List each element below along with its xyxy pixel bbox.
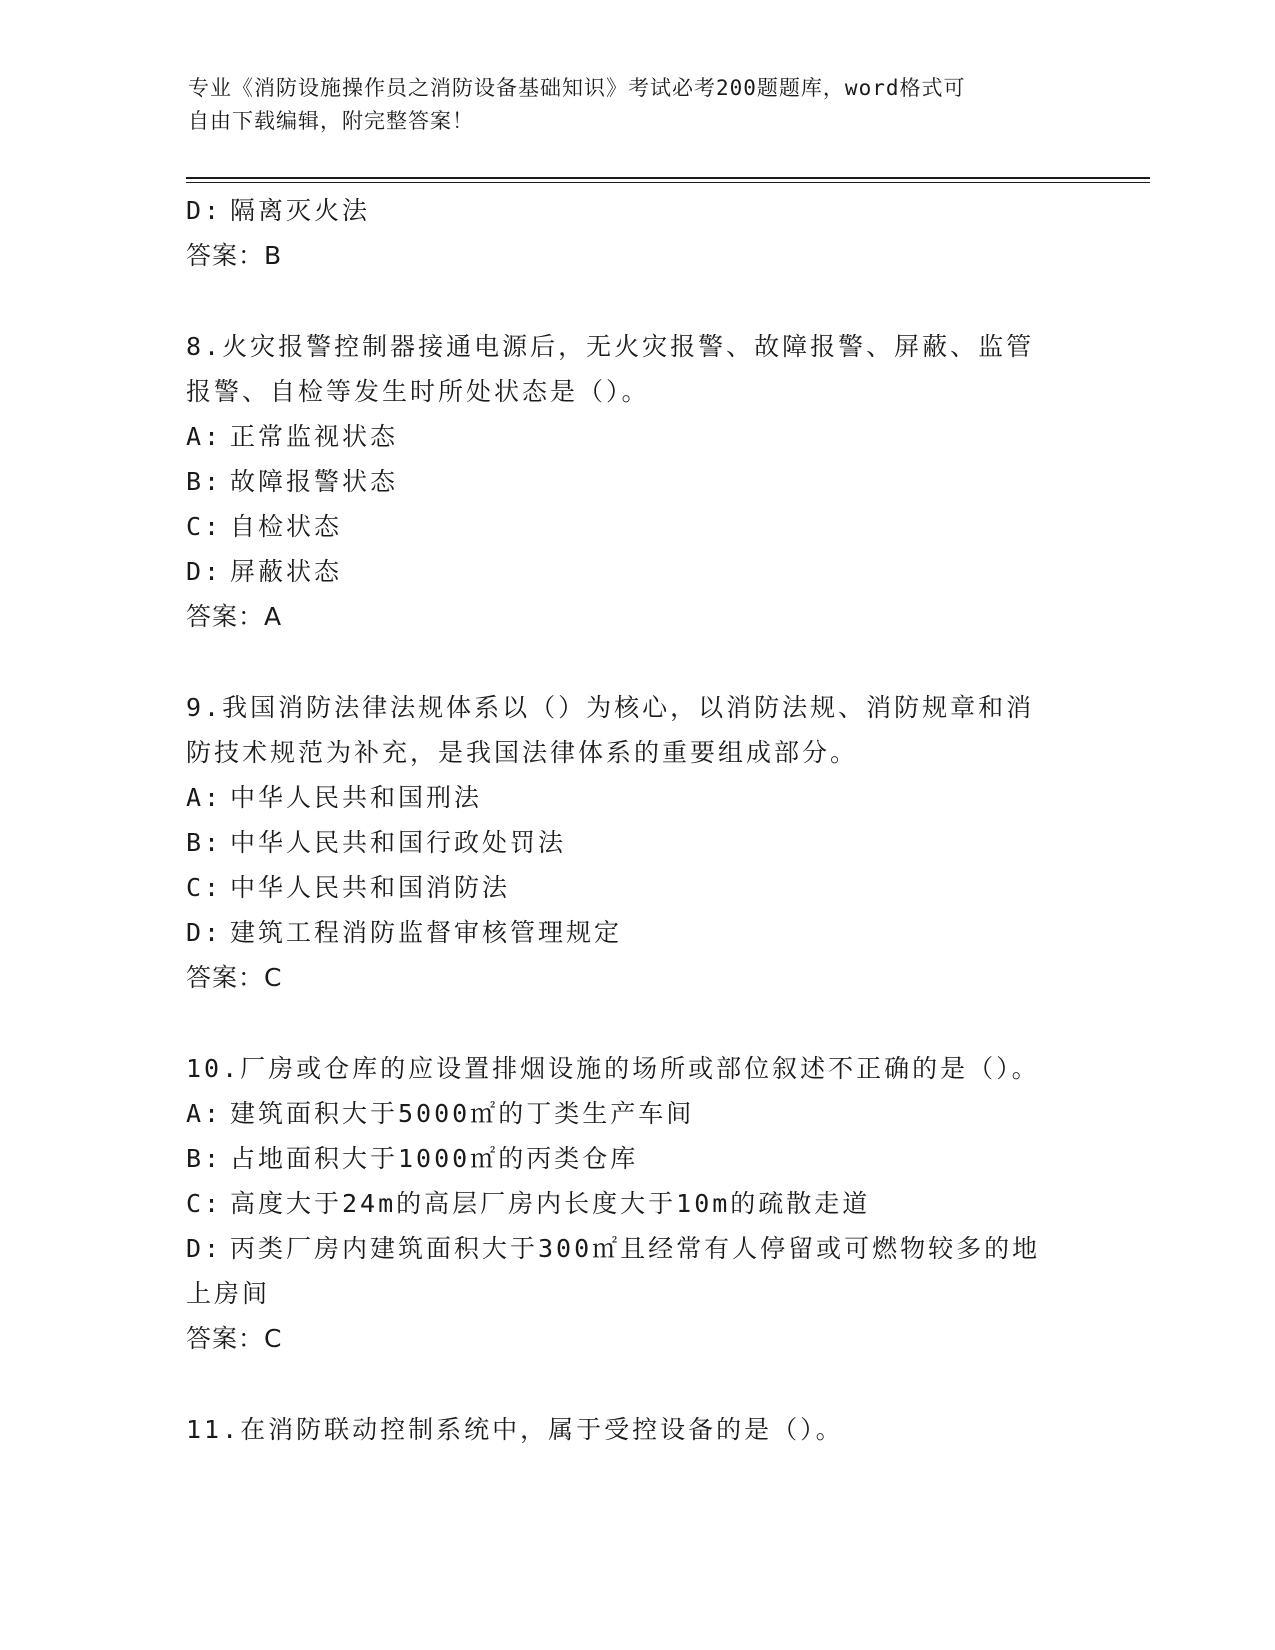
option-key: D: [186, 557, 223, 586]
option-b-q9 [186, 820, 1066, 865]
option-key: C: [186, 512, 223, 541]
option-text: 中华人民共和国刑法 [230, 783, 483, 812]
option-text: 丙类厂房内建筑面积大于300㎡且经常有人停留或可燃物较多的地 [230, 1234, 1041, 1263]
option-text: 正常监视状态 [230, 422, 399, 451]
question-9-line-2: 防技术规范为补充，是我国法律体系的重要组成部分。 [186, 738, 859, 767]
spacer [186, 1000, 1066, 1046]
option-key: B: [186, 467, 223, 496]
spacer [186, 1361, 1066, 1407]
option-b-q10 [186, 1136, 1066, 1181]
option-d-q10 [186, 1226, 1066, 1271]
header-line-2: 自由下载编辑，附完整答案！ [188, 109, 474, 133]
option-key: C: [186, 1189, 223, 1218]
option-text: 故障报警状态 [230, 467, 399, 496]
page-header [188, 72, 1068, 138]
option-d-q7 [186, 188, 1066, 233]
option-b-q8 [186, 459, 1066, 504]
answer-q10: 答案：C [186, 1324, 283, 1353]
option-text: 占地面积大于1000㎡的丙类仓库 [230, 1144, 639, 1173]
question-9-line-1: 9.我国消防法律法规体系以（）为核心，以消防法规、消防规章和消 [186, 693, 1035, 722]
option-a-q10 [186, 1091, 1066, 1136]
question-content [186, 188, 1066, 1452]
spacer [186, 639, 1066, 685]
option-text: 建筑工程消防监督审核管理规定 [230, 918, 623, 947]
question-11-line-1: 11.在消防联动控制系统中，属于受控设备的是（）。 [186, 1415, 844, 1444]
option-a-q8 [186, 414, 1066, 459]
answer-q9: 答案：C [186, 963, 283, 992]
header-divider-thick [186, 177, 1150, 179]
option-key: B: [186, 828, 223, 857]
question-10-line-1: 10.厂房或仓库的应设置排烟设施的场所或部位叙述不正确的是（）。 [186, 1054, 1040, 1083]
option-c-q9 [186, 865, 1066, 910]
option-key: D: [186, 196, 223, 225]
option-text: 中华人民共和国行政处罚法 [230, 828, 567, 857]
option-key: D: [186, 1234, 223, 1263]
option-d-q10-continued: 上房间 [186, 1279, 271, 1308]
header-divider-thin [186, 182, 1150, 183]
question-8-line-1: 8.火灾报警控制器接通电源后，无火灾报警、故障报警、屏蔽、监管 [186, 332, 1035, 361]
option-c-q8 [186, 504, 1066, 549]
option-text: 高度大于24m的高层厂房内长度大于10m的疏散走道 [230, 1189, 871, 1218]
option-key: A: [186, 783, 223, 812]
option-text: 隔离灭火法 [230, 196, 371, 225]
option-key: A: [186, 422, 223, 451]
answer-q8: 答案：A [186, 602, 283, 631]
option-text: 屏蔽状态 [230, 557, 343, 586]
answer-q7: 答案：B [186, 241, 283, 270]
option-d-q8 [186, 549, 1066, 594]
option-key: D: [186, 918, 223, 947]
header-line-1: 专业《消防设施操作员之消防设备基础知识》考试必考200题题库，word格式可 [188, 76, 966, 100]
option-key: A: [186, 1099, 223, 1128]
option-key: B: [186, 1144, 223, 1173]
question-8-line-2: 报警、自检等发生时所处状态是（）。 [186, 377, 650, 406]
option-text: 自检状态 [230, 512, 343, 541]
spacer [186, 278, 1066, 324]
option-a-q9 [186, 775, 1066, 820]
option-text: 建筑面积大于5000㎡的丁类生产车间 [230, 1099, 695, 1128]
option-key: C: [186, 873, 223, 902]
option-d-q9 [186, 910, 1066, 955]
option-text: 中华人民共和国消防法 [230, 873, 511, 902]
option-c-q10 [186, 1181, 1066, 1226]
